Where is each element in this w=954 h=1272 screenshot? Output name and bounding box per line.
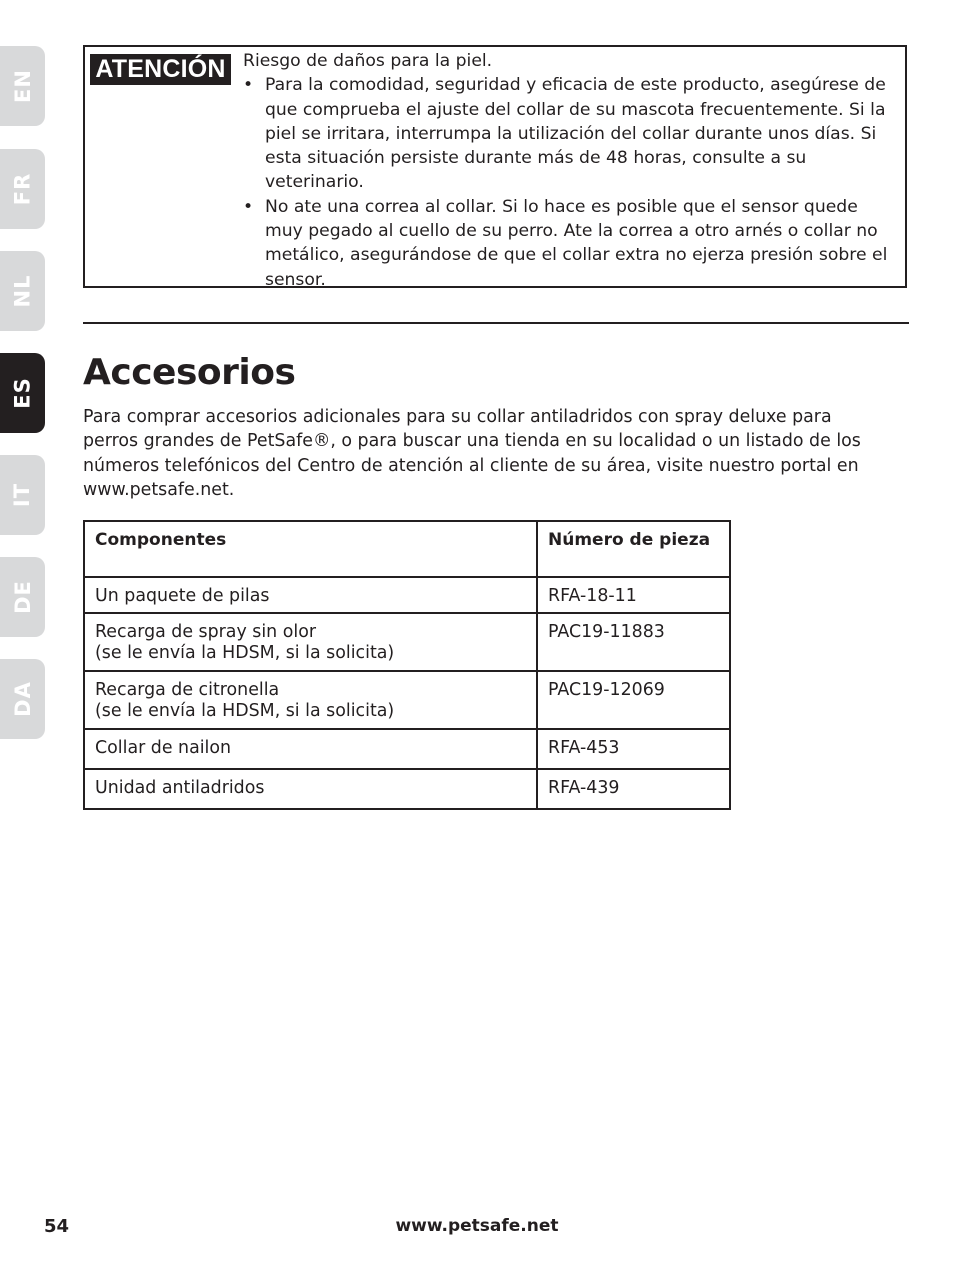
language-tab-label: DE [10,580,35,614]
language-tab-label: NL [10,274,35,308]
language-tab-en[interactable] [0,46,45,126]
component-cell [84,769,537,809]
section-divider [83,322,909,324]
component-cell [84,729,537,769]
table-row [84,577,730,613]
component-note: (se le envía la HDSM, si la solicita) [95,701,395,721]
section-intro: Para comprar accesorios adicionales para su collar antiladridos con spray deluxe para perros grandes de PetSafe®, o para buscar una tienda en su localidad o un listado de los números telefónicos del Centro de atención al cliente de su área, visite nuestro portal en www.petsafe.net. [83,407,861,501]
language-tab-da[interactable] [0,659,45,739]
warning-text [243,49,893,292]
part-number-cell: PAC19-11883 [537,613,730,671]
language-tab-de[interactable] [0,557,45,637]
component-cell [84,613,537,671]
table-row [84,613,730,671]
table-row [84,671,730,729]
warning-intro: Riesgo de daños para la piel. [243,51,493,71]
language-tab-label: IT [10,482,35,508]
warning-bullets [243,73,893,292]
language-tab-it[interactable] [0,455,45,535]
language-tab-label: ES [10,377,35,409]
column-header-part-number: Número de pieza [537,521,730,577]
footer-url: www.petsafe.net [395,1216,559,1236]
warning-box [83,45,907,288]
language-tab-label: EN [10,69,35,103]
language-tab-nl[interactable] [0,251,45,331]
part-number-cell: PAC19-12069 [537,671,730,729]
language-tab-fr[interactable] [0,149,45,229]
section-title: Accesorios [83,352,296,393]
component-name: Collar de nailon [95,738,232,758]
warning-bullet: • Para la comodidad, seguridad y eficacia de este producto, asegúrese de que comprueba el ajuste del collar de su mascota frecuentemente. Si la piel se irritara, interrumpa la utilización del collar durante unos días. Si esta situación persiste durante más de 48 horas, consulte a su veterinario. [243,73,893,194]
warning-badge: ATENCIÓN [90,54,231,85]
column-header-components: Componentes [84,521,537,577]
component-name: Unidad antiladridos [95,778,265,798]
component-name: Recarga de spray sin olor [95,622,316,642]
table-header-row [84,521,730,577]
language-tab-label: FR [10,172,35,206]
component-note: (se le envía la HDSM, si la solicita) [95,643,395,663]
part-number-cell: RFA-439 [537,769,730,809]
table-row [84,769,730,809]
language-tab-es[interactable] [0,353,45,433]
component-name: Recarga de citronella [95,680,280,700]
component-cell [84,671,537,729]
component-cell [84,577,537,613]
language-tab-label: DA [10,681,35,717]
part-number-cell: RFA-453 [537,729,730,769]
warning-bullet: • No ate una correa al collar. Si lo hace es posible que el sensor quede muy pegado al cuello de su perro. Ate la correa a otro arnés o collar no metálico, asegurándose de que el collar extra no ejerza presión sobre el sensor. [243,195,893,292]
part-number-cell: RFA-18-11 [537,577,730,613]
page-number: 54 [44,1216,70,1237]
component-name: Un paquete de pilas [95,586,270,606]
accessories-table [83,520,731,810]
table-row [84,729,730,769]
